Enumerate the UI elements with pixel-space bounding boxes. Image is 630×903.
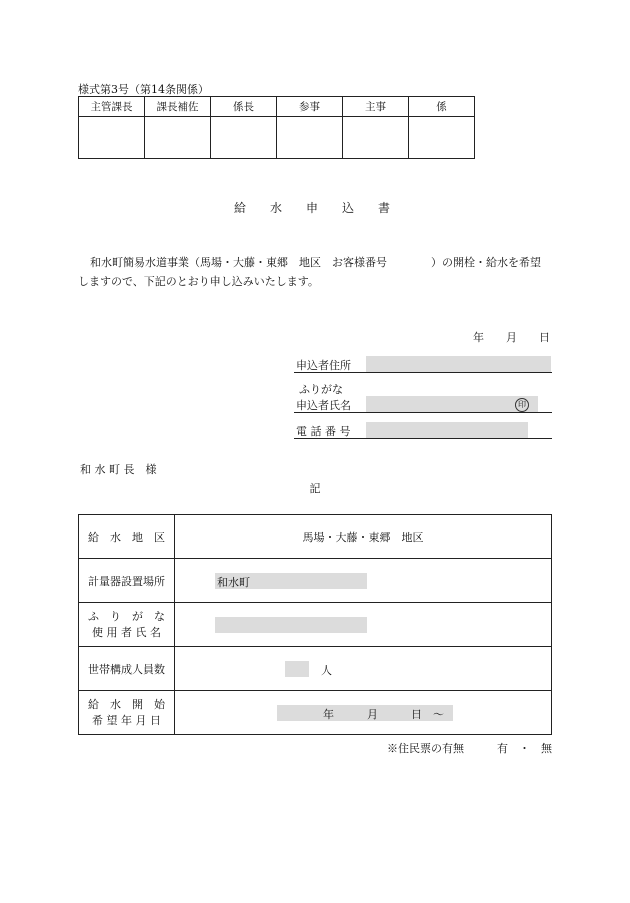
approval-stamp-cell[interactable] bbox=[211, 117, 277, 159]
applicant-name-label: 申込者氏名 bbox=[296, 399, 351, 412]
start-date-value: 年 月 日 ～ bbox=[323, 708, 444, 721]
divider bbox=[294, 438, 552, 439]
meter-location-cell bbox=[175, 559, 552, 603]
start-date-cell bbox=[175, 691, 552, 735]
user-name-input[interactable] bbox=[215, 617, 367, 633]
supply-area-label: 給 水 地 区 bbox=[79, 515, 175, 559]
approval-header: 係長 bbox=[211, 97, 277, 117]
approval-header: 主管課長 bbox=[79, 97, 145, 117]
approval-table bbox=[78, 96, 475, 159]
start-date-label-2: 希 望 年 月 日 bbox=[92, 713, 161, 727]
meter-location-value: 和水町 bbox=[217, 576, 250, 589]
addressee: 和 水 町 長 様 bbox=[80, 463, 157, 476]
seal-icon: 印 bbox=[515, 398, 529, 412]
resident-card-note: ※住民票の有無 有 ・ 無 bbox=[387, 742, 552, 755]
table-row bbox=[79, 559, 552, 603]
applicant-address-input[interactable] bbox=[366, 356, 551, 372]
approval-stamp-cell[interactable] bbox=[343, 117, 409, 159]
applicant-address-label: 申込者住所 bbox=[296, 359, 351, 372]
user-furigana-label: ふ り が な bbox=[88, 609, 165, 623]
meter-location-input[interactable] bbox=[215, 573, 367, 589]
approval-stamp-cell[interactable] bbox=[277, 117, 343, 159]
approval-header: 参事 bbox=[277, 97, 343, 117]
table-row bbox=[79, 691, 552, 735]
phone-input[interactable] bbox=[366, 422, 528, 438]
applicant-furigana-label: ふりがな bbox=[299, 383, 343, 396]
start-date-label-1: 給 水 開 始 bbox=[88, 697, 165, 711]
supply-area-value: 馬場・大藤・東郷 地区 bbox=[175, 515, 552, 559]
approval-stamp-cell[interactable] bbox=[79, 117, 145, 159]
user-name-cell bbox=[175, 603, 552, 647]
household-count-input[interactable] bbox=[285, 661, 309, 677]
user-name-label-text: 使 用 者 氏 名 bbox=[92, 625, 161, 639]
phone-label: 電 話 番 号 bbox=[296, 425, 351, 438]
intro-line-2: しますので、下記のとおり申し込みいたします。 bbox=[78, 275, 319, 288]
meter-location-label: 計量器設置場所 bbox=[79, 559, 175, 603]
start-date-label bbox=[79, 691, 175, 735]
application-date: 年 月 日 bbox=[473, 331, 550, 344]
approval-stamp-cell[interactable] bbox=[409, 117, 475, 159]
user-name-label bbox=[79, 603, 175, 647]
table-row bbox=[79, 603, 552, 647]
approval-header: 主事 bbox=[343, 97, 409, 117]
approval-header: 係 bbox=[409, 97, 475, 117]
intro-line-1: 和水町簡易水道事業（馬場・大藤・東郷 地区 お客様番号 ）の開栓・給水を希望 bbox=[90, 256, 541, 269]
ki-heading: 記 bbox=[309, 482, 321, 495]
approval-header: 課長補佐 bbox=[145, 97, 211, 117]
table-row bbox=[79, 515, 552, 559]
page-title: 給 水 申 込 書 bbox=[233, 201, 396, 215]
seal-mark bbox=[515, 397, 529, 412]
form-number: 様式第3号（第14条関係） bbox=[78, 83, 209, 96]
approval-stamp-cell[interactable] bbox=[145, 117, 211, 159]
household-count-label: 世帯構成人員数 bbox=[79, 647, 175, 691]
household-unit: 人 bbox=[321, 664, 332, 677]
details-table bbox=[78, 514, 552, 735]
table-row bbox=[79, 647, 552, 691]
household-count-cell bbox=[175, 647, 552, 691]
divider bbox=[294, 412, 552, 413]
start-date-input[interactable] bbox=[277, 705, 453, 721]
applicant-name-input[interactable] bbox=[366, 396, 538, 412]
divider bbox=[294, 372, 552, 373]
